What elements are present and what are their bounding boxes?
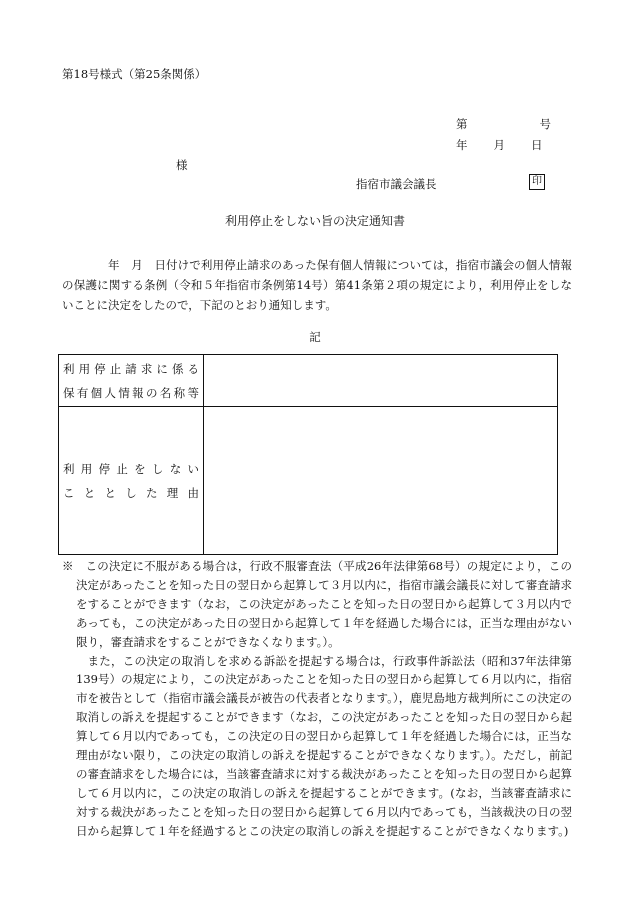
row1-label-line2: 保 有 個 人 情 報 の 名 称 等 — [63, 385, 199, 400]
number-prefix: 第 — [456, 117, 468, 131]
note-paragraph-2: また，この決定の取消しを求める訴訟を提起する場合は，行政事件訴訟法（昭和37年法律第139号）の規定により，この決定があったことを知った日の翌日から起算して６月以内に，指宿市を被告として（指宿市議会議長が被告の代表者となります。），鹿児島地方裁判所にこの決定の取消しの訴えを提起することができます（なお，この決定があったことを知った日の翌日から起算して６月以内であっても，この決定の日の翌日から起算して１年を経過した場合には，正当な理由がない限り，この決定の取消しの訴えを提起することができなくなります。）。ただし，前記の審査請求をした場合には，当該審査請求に対する裁決があったことを知った日の翌日から起算して６月以内に，この決定の取消しの訴えを提起することができます。(なお，当該審査請求に対する裁決があったことを知った日の翌日から起算して６月以内であっても，当該裁決の日の翌日から起算して１年を経過するとこの決定の取消しの訴えを提起することができなくなります。) — [76, 653, 572, 838]
date-month: 月 — [493, 138, 505, 152]
notice-body — [62, 255, 572, 315]
table-row — [59, 355, 558, 407]
date-day: 日 — [531, 138, 543, 152]
addressee-suffix: 様 — [176, 158, 188, 172]
ki-heading: 記 — [309, 330, 321, 344]
note-mark: ※ — [62, 559, 74, 573]
issue-date — [456, 137, 543, 153]
date-year: 年 — [456, 138, 468, 152]
note-paragraph-1 — [62, 557, 572, 652]
row2-label-line2: こ と と し た 理 由 — [63, 485, 199, 500]
document-title: 利用停止をしない旨の決定通知書 — [224, 214, 405, 228]
seal-mark: 印 — [529, 174, 545, 190]
row2-label-line1: 利 用 停 止 を し な い — [63, 461, 199, 476]
row1-value — [204, 355, 558, 407]
row2-value — [204, 407, 558, 555]
row1-label-line1: 利 用 停 止 請 求 に 係 る — [63, 361, 199, 376]
table-row — [59, 407, 558, 555]
info-table — [58, 354, 558, 555]
row1-label — [59, 355, 204, 407]
number-suffix: 号 — [539, 117, 551, 131]
notes-section — [62, 557, 572, 841]
row2-label — [59, 407, 204, 555]
document-number — [456, 116, 551, 132]
notice-body-text: 年 月 日付けで利用停止請求のあった保有個人情報については，指宿市議会の個人情報の保護に関する条例（令和５年指宿市条例第14号）第41条第２項の規定により，利用停止をしないことに決定をしたので，下記のとおり通知します。 — [62, 258, 572, 312]
issuer-name: 指宿市議会議長 — [356, 177, 437, 191]
note-text-1: この決定に不服がある場合は，行政不服審査法（平成26年法律第68号）の規定により，この決定があったことを知った日の翌日から起算して３月以内に，指宿市議会議長に対して審査請求をすることができます（なお，この決定があったことを知った日の翌日から起算して３月以内であっても，この決定があった日の翌日から起算して１年を経過した場合には，正当な理由がない限り，審査請求をすることができなくなります。）。 — [76, 559, 573, 649]
form-number: 第18号様式（第25条関係） — [62, 67, 207, 81]
